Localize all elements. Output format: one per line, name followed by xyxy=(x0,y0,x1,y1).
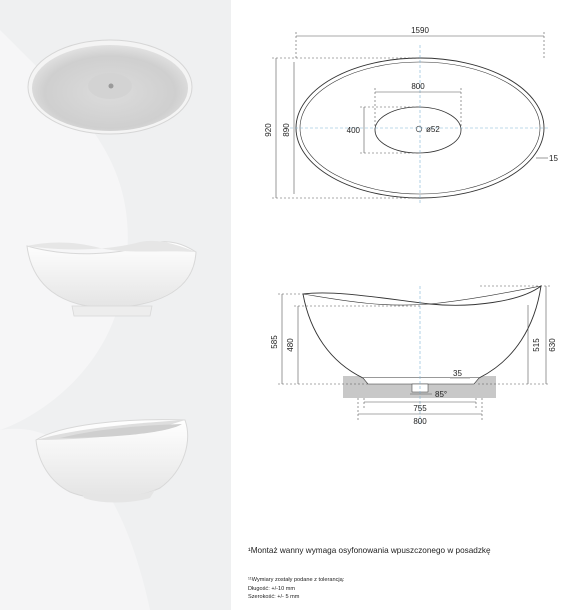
top-view-drawing xyxy=(272,32,550,205)
tolerance-width: Szerokość: +/- 5 mm xyxy=(248,594,300,600)
dim-height-right-inner: 515 xyxy=(532,338,541,352)
dim-height-left: 585 xyxy=(270,335,279,349)
dim-inner-width: 890 xyxy=(282,123,291,137)
tolerance-title: ¹¹Wymiary zostały podane z tolerancją: xyxy=(248,577,345,583)
dim-overall-length: 1590 xyxy=(411,26,429,35)
dim-step: 35 xyxy=(453,369,462,378)
dim-height-right-outer: 630 xyxy=(548,338,557,352)
dim-drain: ø52 xyxy=(426,125,440,134)
tub-base xyxy=(363,378,479,384)
dim-base-inner: 755 xyxy=(413,404,427,413)
drain-icon xyxy=(109,84,114,89)
drain-circle xyxy=(416,126,422,132)
dim-angle: 85° xyxy=(435,390,448,399)
dim-depth: 480 xyxy=(286,338,295,352)
technical-drawing xyxy=(231,0,575,610)
dim-basin-width: 400 xyxy=(346,126,360,135)
product-photo-panel xyxy=(0,0,231,610)
tolerance-length: Długość: +/-10 mm xyxy=(248,586,296,592)
bathtub-top-render xyxy=(28,40,192,134)
mounting-note: ¹Montaż wanny wymaga osyfonowania wpuszczonego w posadzkę xyxy=(248,546,491,555)
dim-basin-length: 800 xyxy=(411,82,425,91)
product-renders xyxy=(0,0,231,610)
dim-rim: 15 xyxy=(549,154,558,163)
dim-overall-width: 920 xyxy=(264,123,273,137)
basin-outline xyxy=(375,107,461,153)
top-view-labels xyxy=(264,26,558,163)
dim-base-outer: 800 xyxy=(413,417,427,426)
